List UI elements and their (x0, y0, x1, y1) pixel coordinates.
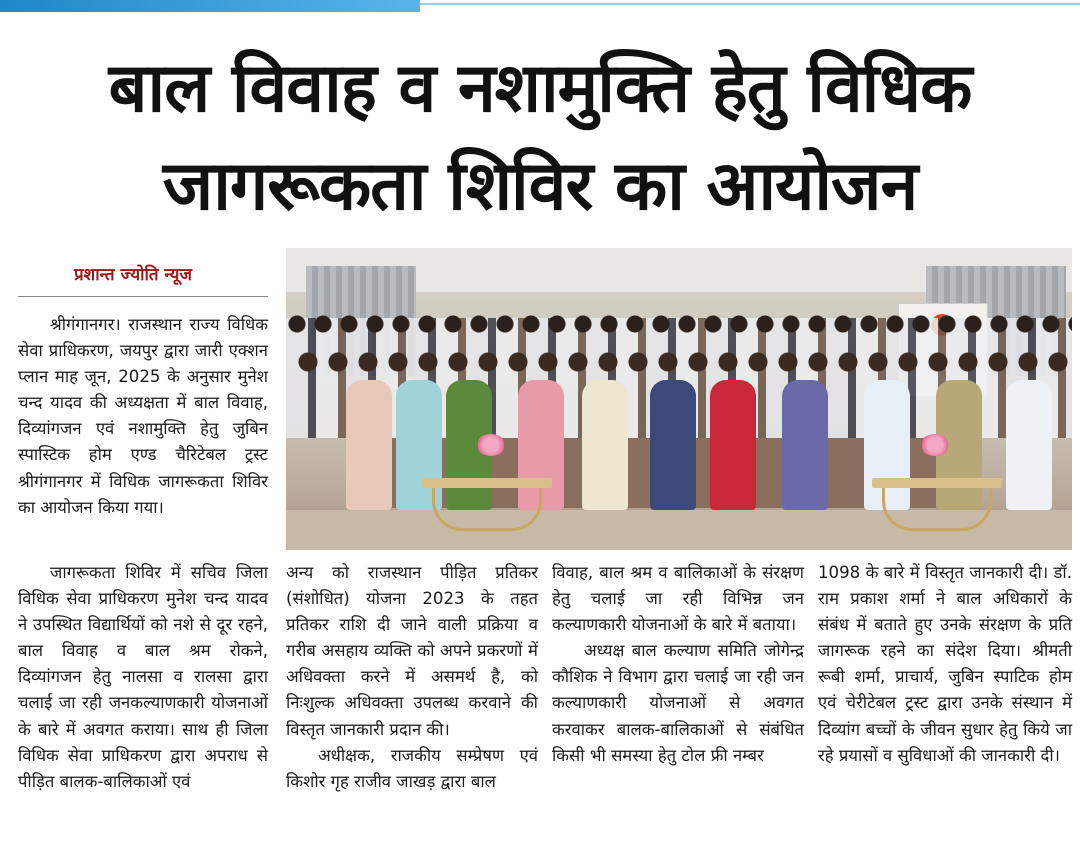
top-color-bar (0, 0, 420, 12)
headline-line-2: जागरूकता शिविर का आयोजन (162, 147, 918, 226)
article-column-3 (552, 560, 804, 769)
article-column-4 (818, 560, 1072, 769)
article-column-1-top (18, 312, 268, 521)
article-paragraph: 1098 के बारे में विस्तृत जानकारी दी। डॉ. राम प्रकाश शर्मा ने बाल अधिकारों के संबंध में बताते हुए उनके संरक्षण के प्रति जागरूक रहने का संदेश दिया। श्रीमती रूबी शर्मा, प्राचार्य, जुबिन स्पाटिक होम एवं चेरीटेबल ट्रस्ट द्वारा उनके संस्थान में दिव्यांग बच्चों के जीवन सुधार हेतु किये जा रहे प्रयासों व सुविधाओं की जानकारी दी। (818, 563, 1072, 765)
article-paragraph: विवाह, बाल श्रम व बालिकाओं के संरक्षण हेतु चलाई जा रही विभिन्न जन कल्याणकारी योजनाओं के बारे में बताया। (552, 563, 804, 635)
headline (10, 40, 1070, 236)
photo-table-left (422, 478, 552, 488)
byline: प्रशान्त ज्योति न्यूज (74, 265, 192, 285)
headline-line-1: बाल विवाह व नशामुक्ति हेतु विधिक (108, 49, 972, 128)
photo-table-right (872, 478, 1002, 488)
photo-seated-person (346, 380, 392, 510)
photo-flower-vase (476, 434, 506, 456)
photo-table-left-legs (432, 488, 542, 531)
photo-flower-vase (920, 434, 950, 456)
byline-rule (18, 296, 268, 297)
article-paragraph: श्रीगंगानगर। राजस्थान राज्य विधिक सेवा प्राधिकरण, जयपुर द्वारा जारी एक्शन प्लान माह जून, 2025 के अनुसार मुनेश चन्द यादव की अध्यक्षता में बाल विवाह, दिव्यांगजन एवं नशामुक्ति हेतु जुबिन स्पास्टिक होम एण्ड चैरिटेबल ट्रस्ट श्रीगंगानगर में विधिक जागरूकता शिविर का आयोजन किया गया। (18, 315, 268, 517)
article-column-1 (18, 560, 268, 795)
photo-seated-person (1006, 380, 1052, 510)
photo-seated-person (782, 380, 828, 510)
top-thin-rule (420, 3, 1080, 5)
article-paragraph: अधीक्षक, राजकीय सम्प्रेषण एवं किशोर गृह राजीव जाखड़ द्वारा बाल (286, 745, 538, 791)
article-paragraph: जागरूकता शिविर में सचिव जिला विधिक सेवा प्राधिकरण मुनेश चन्द यादव ने उपस्थित विद्यार्थियों को नशे से दूर रहने, बाल विवाह व बाल श्रम रोकने, दिव्यांगजन हेतु नालसा व रालसा द्वारा चलाई जा रही जनकल्याणकारी योजनाओं के बारे में अवगत कराया। साथ ही जिला विधिक सेवा प्राधिकरण द्वारा अपराध से पीड़ित बालक-बालिकाओं एवं (18, 563, 268, 791)
article-paragraph: अध्यक्ष बाल कल्याण समिति जोगेन्द्र कौशिक ने विभाग द्वारा चलाई जा रही जन कल्याणकारी योजनाओं से अवगत करवाकर बालक-बालिकाओं से संबंधित किसी भी समस्या हेतु टोल फ्री नम्बर (552, 641, 804, 765)
photo-seated-person (650, 380, 696, 510)
photo-seated-person (582, 380, 628, 510)
photo-table-right-legs (882, 488, 992, 531)
article-paragraph: अन्य को राजस्थान पीड़ित प्रतिकर (संशोधित) योजना 2023 के तहत प्रतिकर राशि दी जाने वाली प्रक्रिया व गरीब असहाय व्यक्ति को अपने प्रकरणों में अधिवक्ता करने में असमर्थ है, को निःशुल्क अधिवक्ता उपलब्ध करवाने की विस्तृत जानकारी प्रदान की। (286, 563, 538, 739)
photo-heads-row-1 (286, 310, 1072, 350)
event-photo (286, 248, 1072, 550)
photo-seated-person (710, 380, 756, 510)
article-column-2 (286, 560, 538, 795)
